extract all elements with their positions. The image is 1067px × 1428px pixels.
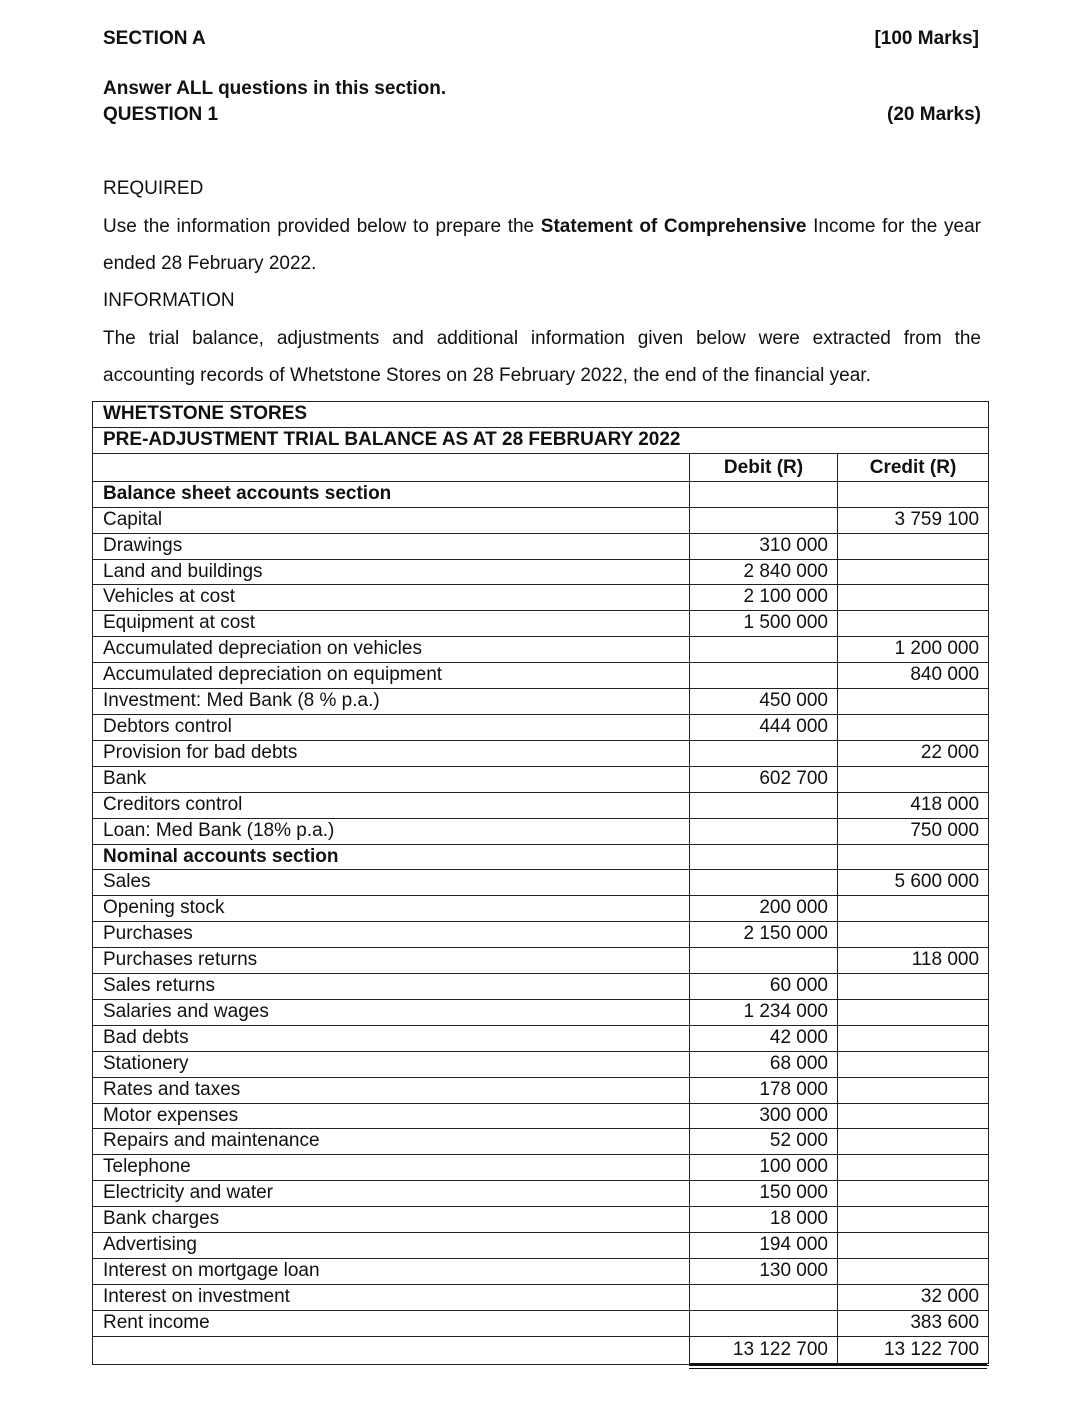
- credit-value: 383 600: [838, 1310, 989, 1336]
- debit-value: [690, 481, 838, 507]
- information-heading: INFORMATION: [103, 290, 235, 311]
- required-text: [103, 208, 981, 282]
- account-label: Bad debts: [93, 1025, 690, 1051]
- table-row: [93, 637, 989, 663]
- table-row: [93, 740, 989, 766]
- account-label: Drawings: [93, 533, 690, 559]
- table-row: [93, 1025, 989, 1051]
- debit-value: [690, 844, 838, 870]
- credit-value: [838, 1181, 989, 1207]
- credit-value: [838, 533, 989, 559]
- section-title: SECTION A: [103, 28, 206, 49]
- debit-value: 602 700: [690, 766, 838, 792]
- account-label: Land and buildings: [93, 559, 690, 585]
- account-label: Vehicles at cost: [93, 585, 690, 611]
- credit-value: [838, 1233, 989, 1259]
- debit-value: 52 000: [690, 1129, 838, 1155]
- total-label-cell: [93, 1336, 690, 1364]
- debit-value: 2 150 000: [690, 922, 838, 948]
- account-label: Loan: Med Bank (18% p.a.): [93, 818, 690, 844]
- account-label: Interest on mortgage loan: [93, 1259, 690, 1285]
- debit-value: 1 234 000: [690, 999, 838, 1025]
- account-label: Creditors control: [93, 792, 690, 818]
- credit-value: 3 759 100: [838, 507, 989, 533]
- debit-value: 100 000: [690, 1155, 838, 1181]
- debit-value: 194 000: [690, 1233, 838, 1259]
- table-row: [93, 689, 989, 715]
- debit-value: [690, 740, 838, 766]
- question-marks: (20 Marks): [887, 104, 981, 125]
- table-row: [93, 948, 989, 974]
- credit-value: [838, 974, 989, 1000]
- account-label: Accumulated depreciation on equipment: [93, 663, 690, 689]
- credit-value: [838, 999, 989, 1025]
- debit-value: [690, 792, 838, 818]
- account-label: Sales returns: [93, 974, 690, 1000]
- required-text-before: Use the information provided below to prepare the: [103, 216, 541, 237]
- credit-value: [838, 1051, 989, 1077]
- debit-value: [690, 948, 838, 974]
- information-text: The trial balance, adjustments and additional information given below were extracted from the accounting records of Whetstone Stores on 28 February 2022, the end of the financial year.: [103, 328, 981, 386]
- table-row: [93, 974, 989, 1000]
- account-label: Capital: [93, 507, 690, 533]
- table-row: [93, 844, 989, 870]
- debit-value: [690, 870, 838, 896]
- credit-value: [838, 1155, 989, 1181]
- table-row: [93, 714, 989, 740]
- account-label: Debtors control: [93, 714, 690, 740]
- credit-value: [838, 1077, 989, 1103]
- table-row: [93, 766, 989, 792]
- company-row: [93, 402, 989, 428]
- account-label: Balance sheet accounts section: [93, 481, 690, 507]
- trial-balance-title: PRE-ADJUSTMENT TRIAL BALANCE AS AT 28 FEBRUARY 2022: [93, 427, 989, 453]
- account-label: Provision for bad debts: [93, 740, 690, 766]
- credit-value: 1 200 000: [838, 637, 989, 663]
- credit-value: [838, 844, 989, 870]
- table-row: [93, 1103, 989, 1129]
- total-debit: 13 122 700: [690, 1336, 838, 1364]
- column-header-credit: Credit (R): [838, 453, 989, 481]
- total-marks: [100 Marks]: [874, 28, 979, 49]
- credit-value: 22 000: [838, 740, 989, 766]
- total-row: [93, 1336, 989, 1364]
- account-label: Accumulated depreciation on vehicles: [93, 637, 690, 663]
- credit-value: 5 600 000: [838, 870, 989, 896]
- credit-value: 418 000: [838, 792, 989, 818]
- debit-value: [690, 507, 838, 533]
- required-heading: REQUIRED: [103, 178, 204, 199]
- account-label: Telephone: [93, 1155, 690, 1181]
- credit-value: [838, 896, 989, 922]
- credit-value: [838, 689, 989, 715]
- total-double-underline: [689, 1364, 987, 1369]
- debit-value: [690, 1310, 838, 1336]
- company-name: WHETSTONE STORES: [93, 402, 989, 428]
- table-row: [93, 1155, 989, 1181]
- debit-value: 178 000: [690, 1077, 838, 1103]
- debit-value: 150 000: [690, 1181, 838, 1207]
- credit-value: [838, 714, 989, 740]
- debit-value: 130 000: [690, 1259, 838, 1285]
- credit-value: 32 000: [838, 1284, 989, 1310]
- credit-value: [838, 1129, 989, 1155]
- debit-value: 2 840 000: [690, 559, 838, 585]
- debit-value: 18 000: [690, 1207, 838, 1233]
- required-text-bold: Statement of Comprehensive: [540, 216, 807, 237]
- table-row: [93, 870, 989, 896]
- debit-value: 310 000: [690, 533, 838, 559]
- account-label: Opening stock: [93, 896, 690, 922]
- credit-value: [838, 1025, 989, 1051]
- account-label: Rates and taxes: [93, 1077, 690, 1103]
- account-label: Repairs and maintenance: [93, 1129, 690, 1155]
- debit-value: 42 000: [690, 1025, 838, 1051]
- credit-value: [838, 1207, 989, 1233]
- table-row: [93, 1207, 989, 1233]
- account-label: Equipment at cost: [93, 611, 690, 637]
- table-row: [93, 1233, 989, 1259]
- account-label: Motor expenses: [93, 1103, 690, 1129]
- table-row: [93, 481, 989, 507]
- credit-value: 750 000: [838, 818, 989, 844]
- account-label: Purchases: [93, 922, 690, 948]
- debit-value: [690, 637, 838, 663]
- debit-value: [690, 1284, 838, 1310]
- table-row: [93, 792, 989, 818]
- table-row: [93, 611, 989, 637]
- table-row: [93, 1310, 989, 1336]
- table-row: [93, 533, 989, 559]
- account-label: Stationery: [93, 1051, 690, 1077]
- credit-value: [838, 481, 989, 507]
- account-label: Rent income: [93, 1310, 690, 1336]
- table-row: [93, 1259, 989, 1285]
- table-row: [93, 1129, 989, 1155]
- title-row: [93, 427, 989, 453]
- question-title: QUESTION 1: [103, 104, 219, 125]
- credit-value: [838, 922, 989, 948]
- column-header-row: [93, 453, 989, 481]
- account-label: Advertising: [93, 1233, 690, 1259]
- credit-value: [838, 585, 989, 611]
- trial-balance-body: [93, 402, 989, 1365]
- credit-value: 840 000: [838, 663, 989, 689]
- table-row: [93, 999, 989, 1025]
- credit-value: [838, 1259, 989, 1285]
- credit-value: [838, 766, 989, 792]
- debit-value: 60 000: [690, 974, 838, 1000]
- debit-value: 444 000: [690, 714, 838, 740]
- table-row: [93, 1181, 989, 1207]
- table-row: [93, 896, 989, 922]
- account-label: Purchases returns: [93, 948, 690, 974]
- debit-value: [690, 663, 838, 689]
- column-header-debit: Debit (R): [690, 453, 838, 481]
- total-credit: 13 122 700: [838, 1336, 989, 1364]
- debit-value: 200 000: [690, 896, 838, 922]
- table-row: [93, 1051, 989, 1077]
- account-label: Nominal accounts section: [93, 844, 690, 870]
- debit-value: 1 500 000: [690, 611, 838, 637]
- account-label: Bank charges: [93, 1207, 690, 1233]
- credit-value: 118 000: [838, 948, 989, 974]
- account-label: Electricity and water: [93, 1181, 690, 1207]
- credit-value: [838, 1103, 989, 1129]
- column-header-account: [93, 453, 690, 481]
- debit-value: 450 000: [690, 689, 838, 715]
- table-row: [93, 818, 989, 844]
- account-label: Investment: Med Bank (8 % p.a.): [93, 689, 690, 715]
- account-label: Bank: [93, 766, 690, 792]
- table-row: [93, 559, 989, 585]
- credit-value: [838, 611, 989, 637]
- table-row: [93, 507, 989, 533]
- table-row: [93, 922, 989, 948]
- debit-value: [690, 818, 838, 844]
- table-row: [93, 663, 989, 689]
- table-row: [93, 1284, 989, 1310]
- table-row: [93, 585, 989, 611]
- debit-value: 300 000: [690, 1103, 838, 1129]
- trial-balance-table: [92, 401, 989, 1366]
- account-label: Salaries and wages: [93, 999, 690, 1025]
- instruction-text: Answer ALL questions in this section.: [103, 78, 447, 99]
- debit-value: 68 000: [690, 1051, 838, 1077]
- credit-value: [838, 559, 989, 585]
- account-label: Sales: [93, 870, 690, 896]
- debit-value: 2 100 000: [690, 585, 838, 611]
- required-text-after: Income for the year ended 28 February 2022.: [103, 216, 981, 274]
- table-row: [93, 1077, 989, 1103]
- account-label: Interest on investment: [93, 1284, 690, 1310]
